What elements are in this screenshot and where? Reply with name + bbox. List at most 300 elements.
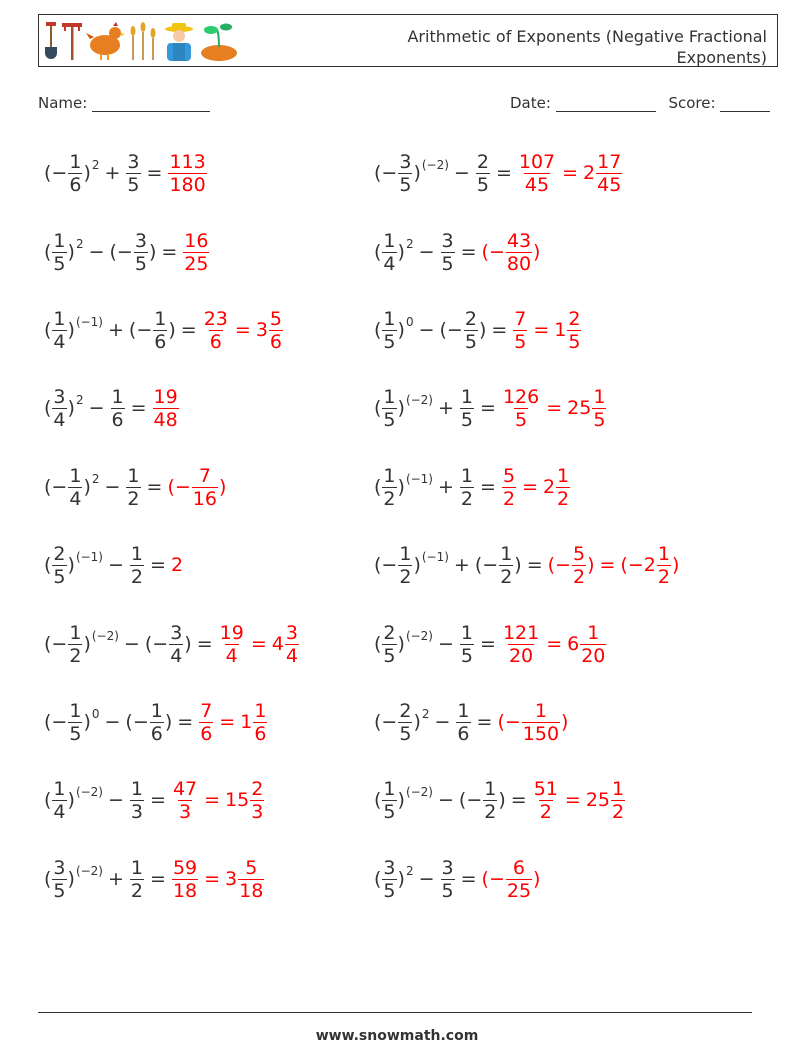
equals-sign: = [480, 476, 496, 498]
paren: ) [533, 868, 541, 890]
fraction [126, 465, 140, 510]
denominator: 5 [53, 252, 66, 275]
equals-sign: = [180, 319, 197, 341]
numerator: 1 [111, 385, 124, 408]
numerator: 1 [130, 777, 144, 800]
fraction [172, 857, 198, 902]
paren: ( [374, 632, 382, 655]
paren: ) [184, 632, 192, 655]
date-blank[interactable] [556, 97, 656, 112]
paren: ( [44, 396, 52, 419]
problem-expression [44, 700, 172, 745]
score-blank[interactable] [720, 97, 770, 112]
number: 25 [585, 789, 610, 811]
numerator: 1 [534, 699, 547, 722]
sign: − [51, 632, 68, 655]
problem-expression [44, 857, 145, 902]
problem-item [44, 614, 300, 674]
fraction [219, 622, 245, 667]
exponent: (−2) [91, 628, 119, 643]
operator: + [104, 161, 121, 184]
wheat-icon [127, 21, 159, 65]
sign: − [174, 476, 191, 498]
denominator: 5 [441, 879, 454, 902]
operator: − [418, 240, 435, 263]
paren: ( [44, 632, 52, 655]
numerator: 1 [460, 621, 474, 644]
numerator: 1 [383, 777, 396, 800]
denominator: 48 [153, 408, 178, 431]
paren: ( [374, 553, 382, 576]
operator: − [438, 632, 454, 655]
fraction [68, 465, 82, 510]
equals-sign: = [177, 711, 194, 733]
denominator: 45 [524, 173, 550, 196]
fraction [52, 543, 66, 588]
fraction [657, 543, 671, 588]
denominator: 45 [597, 173, 622, 196]
problem-answer [501, 386, 607, 431]
sign: − [51, 475, 68, 498]
fraction [130, 778, 144, 823]
denominator: 5 [514, 330, 527, 353]
problem-answer [497, 700, 568, 745]
numerator: 121 [502, 621, 540, 644]
fraction [464, 308, 478, 353]
problem-answer [171, 857, 265, 902]
operator: − [108, 788, 124, 811]
problem-item [44, 770, 265, 830]
exponent: (−2) [405, 628, 433, 643]
denominator: 5 [134, 252, 147, 275]
sign: − [627, 554, 644, 576]
numerator: 1 [69, 464, 82, 487]
fraction [499, 543, 513, 588]
denominator: 5 [399, 722, 412, 745]
fraction [572, 543, 586, 588]
fraction [199, 700, 213, 745]
paren: ) [218, 476, 227, 498]
numerator: 5 [572, 542, 586, 565]
exponent: 0 [91, 706, 100, 721]
fraction [52, 308, 66, 353]
exponent: (−2) [405, 784, 433, 799]
numerator: 6 [512, 856, 525, 879]
name-blank[interactable] [92, 97, 210, 112]
denominator: 4 [225, 644, 238, 667]
numerator: 3 [399, 150, 412, 173]
exponent: 2 [405, 863, 414, 878]
denominator: 2 [500, 565, 513, 588]
number: 2 [583, 162, 596, 184]
fraction [150, 700, 164, 745]
rake-icon [61, 21, 83, 65]
problem-answer [501, 465, 571, 510]
paren: ) [83, 161, 91, 184]
problem-item [374, 849, 540, 909]
sprout-icon [199, 21, 239, 65]
paren: ( [44, 318, 52, 341]
numerator: 1 [612, 777, 625, 800]
numerator: 3 [53, 385, 66, 408]
paren: ( [144, 632, 153, 655]
numerator: 3 [134, 229, 147, 252]
denominator: 80 [506, 252, 532, 275]
problem-item [44, 692, 268, 752]
denominator: 5 [460, 644, 474, 667]
paren: ( [374, 396, 382, 419]
sign: − [132, 710, 149, 733]
equals-sign: = [480, 397, 496, 419]
paren: ) [67, 788, 75, 811]
paren: ) [67, 396, 75, 419]
numerator: 1 [130, 856, 144, 879]
equals-sign: = [495, 162, 512, 184]
paren: ( [439, 318, 447, 341]
denominator: 5 [441, 252, 454, 275]
denominator: 6 [200, 722, 213, 745]
denominator: 2 [484, 800, 497, 823]
denominator: 16 [192, 487, 217, 510]
problem-item [44, 143, 208, 203]
denominator: 3 [251, 800, 264, 823]
operator: + [108, 318, 124, 341]
problem-expression [44, 151, 142, 196]
equals-sign: = [460, 868, 477, 890]
equals-sign: = [480, 633, 496, 655]
problem-answer [167, 151, 207, 196]
denominator: 2 [383, 487, 396, 510]
paren: ) [83, 632, 91, 655]
fraction [382, 857, 396, 902]
fraction [522, 700, 560, 745]
paren: ( [125, 710, 133, 733]
fraction [52, 857, 66, 902]
problem-item [44, 535, 183, 595]
numerator: 2 [251, 777, 264, 800]
fraction [460, 622, 474, 667]
paren: ) [164, 710, 173, 733]
fraction [502, 465, 516, 510]
paren: ( [44, 867, 52, 890]
denominator: 2 [130, 879, 144, 902]
denominator: 6 [209, 330, 222, 353]
exponent: 2 [405, 236, 414, 251]
equals-sign: = [150, 789, 166, 811]
numerator: 3 [383, 856, 396, 879]
denominator: 5 [69, 722, 82, 745]
operator: + [438, 396, 454, 419]
sign: − [446, 318, 463, 341]
equals-sign: = [150, 554, 166, 576]
problem-item [374, 143, 623, 203]
paren: ) [478, 318, 487, 341]
paren: ) [533, 241, 541, 263]
problem-item [44, 849, 265, 909]
problem-item [374, 614, 607, 674]
numerator: 5 [269, 307, 282, 330]
denominator: 2 [69, 644, 82, 667]
equals-sign: = [146, 162, 163, 184]
number: 2 [542, 476, 556, 498]
operator: = [599, 554, 616, 576]
denominator: 2 [557, 487, 570, 510]
sign: − [488, 241, 505, 263]
sign: − [51, 710, 68, 733]
sign: − [381, 710, 398, 733]
denominator: 6 [150, 722, 163, 745]
sign: − [488, 868, 505, 890]
fraction [153, 386, 179, 431]
spade-icon [43, 21, 59, 65]
denominator: 5 [399, 173, 412, 196]
paren: ( [167, 476, 175, 498]
numerator: 1 [69, 150, 82, 173]
paren: ) [397, 867, 405, 890]
numerator: 2 [399, 699, 412, 722]
fraction [52, 386, 66, 431]
denominator: 6 [111, 408, 124, 431]
operator: = [533, 319, 550, 341]
paren: ) [67, 240, 75, 263]
paren: ) [67, 318, 75, 341]
numerator: 43 [506, 229, 532, 252]
problem-expression [374, 230, 456, 275]
denominator: 2 [399, 565, 412, 588]
problem-item [374, 300, 582, 360]
problem-expression [44, 308, 176, 353]
numerator: 2 [464, 307, 477, 330]
operator: = [522, 476, 538, 498]
fraction [172, 778, 198, 823]
header-icons [43, 21, 239, 65]
operator: = [250, 633, 267, 655]
numerator: 1 [399, 542, 412, 565]
exponent: 2 [91, 157, 100, 172]
paren: ) [83, 710, 91, 733]
paren: ) [413, 553, 421, 576]
problem-expression [374, 857, 456, 902]
numerator: 1 [150, 699, 163, 722]
paren: ( [497, 711, 505, 733]
operator: − [104, 475, 121, 498]
fraction [592, 386, 606, 431]
denominator: 6 [154, 330, 167, 353]
hen-icon [85, 21, 125, 65]
fraction [382, 778, 396, 823]
numerator: 7 [200, 699, 213, 722]
numerator: 5 [502, 464, 516, 487]
operator: = [562, 162, 579, 184]
fraction [398, 151, 412, 196]
equals-sign: = [526, 554, 543, 576]
fraction [52, 778, 66, 823]
numerator: 19 [219, 621, 244, 644]
numerator: 1 [154, 307, 167, 330]
numerator: 1 [383, 385, 396, 408]
number: 1 [240, 711, 253, 733]
fraction [382, 308, 396, 353]
fraction [398, 700, 412, 745]
denominator: 3 [178, 800, 192, 823]
exponent: 2 [91, 471, 100, 486]
denominator: 5 [383, 408, 396, 431]
fraction [502, 622, 540, 667]
equals-sign: = [146, 476, 163, 498]
sign: − [555, 554, 571, 576]
denominator: 5 [127, 173, 140, 196]
operator: − [418, 867, 435, 890]
paren: ( [481, 868, 489, 890]
fraction [556, 465, 570, 510]
equals-sign: = [161, 241, 178, 263]
number: 2 [643, 554, 656, 576]
numerator: 1 [657, 542, 670, 565]
number: 15 [225, 789, 250, 811]
problem-answer [482, 230, 541, 275]
paren: ( [481, 241, 489, 263]
numerator: 7 [514, 307, 527, 330]
denominator: 5 [568, 330, 581, 353]
operator: − [88, 396, 105, 419]
denominator: 6 [254, 722, 267, 745]
fraction [611, 778, 625, 823]
denominator: 5 [383, 879, 396, 902]
fraction [483, 778, 497, 823]
numerator: 2 [476, 150, 489, 173]
equals-sign: = [150, 868, 166, 890]
numerator: 3 [285, 621, 298, 644]
paren: ( [374, 161, 382, 184]
fraction [134, 230, 148, 275]
sign: − [51, 161, 68, 184]
denominator: 4 [69, 487, 82, 510]
denominator: 5 [53, 879, 66, 902]
numerator: 16 [184, 229, 209, 252]
paren: ( [620, 554, 628, 576]
problem-expression [374, 465, 475, 510]
fraction [130, 543, 144, 588]
sign: − [136, 318, 153, 341]
footer-url: www.snowmath.com [315, 1028, 479, 1044]
numerator: 3 [127, 150, 140, 173]
numerator: 51 [533, 777, 558, 800]
numerator: 1 [593, 385, 606, 408]
page-title: Arithmetic of Exponents (Negative Fractional Exponents) [407, 27, 767, 67]
numerator: 3 [53, 856, 66, 879]
sign: − [381, 553, 398, 576]
operator: − [88, 240, 105, 263]
problem-answer [482, 857, 541, 902]
numerator: 47 [172, 777, 198, 800]
paren: ) [83, 475, 91, 498]
fraction [580, 622, 606, 667]
exponent: 2 [75, 392, 84, 407]
denominator: 5 [53, 565, 66, 588]
operator: − [108, 553, 124, 576]
fraction [382, 622, 396, 667]
number: 4 [271, 633, 284, 655]
exponent: (−2) [75, 863, 103, 878]
denominator: 150 [522, 722, 560, 745]
exponent: 2 [75, 236, 84, 251]
denominator: 2 [539, 800, 552, 823]
fraction [238, 857, 264, 902]
paren: ( [44, 161, 52, 184]
problem-answer [512, 308, 582, 353]
fraction [192, 465, 218, 510]
denominator: 3 [130, 800, 144, 823]
paren: ) [587, 554, 595, 576]
fraction [183, 230, 209, 275]
exponent: (−1) [405, 471, 433, 486]
denominator: 2 [130, 565, 144, 588]
paren: ) [67, 553, 75, 576]
numerator: 1 [460, 385, 474, 408]
number: 1 [554, 319, 567, 341]
fraction [126, 151, 140, 196]
operator: = [564, 789, 581, 811]
numerator: 1 [460, 464, 474, 487]
fraction [506, 230, 532, 275]
paren: ( [128, 318, 137, 341]
denominator: 2 [502, 487, 516, 510]
exponent: (−2) [421, 157, 449, 172]
fraction [153, 308, 167, 353]
fraction [382, 230, 396, 275]
denominator: 5 [464, 330, 477, 353]
numerator: 1 [457, 699, 470, 722]
paren: ( [44, 788, 52, 811]
exponent: 2 [421, 706, 430, 721]
paren: ( [44, 475, 52, 498]
fraction [52, 230, 66, 275]
fraction [533, 778, 559, 823]
fraction [285, 622, 299, 667]
sign: − [381, 161, 398, 184]
denominator: 5 [383, 644, 396, 667]
paren: ) [671, 554, 680, 576]
problem-expression [374, 151, 491, 196]
equals-sign: = [491, 319, 508, 341]
equals-sign: = [196, 633, 213, 655]
denominator: 6 [457, 722, 470, 745]
numerator: 23 [203, 307, 228, 330]
denominator: 5 [515, 408, 528, 431]
fraction [203, 308, 229, 353]
exponent: (−2) [75, 784, 103, 799]
paren: ) [168, 318, 176, 341]
numerator: 3 [441, 856, 454, 879]
numerator: 59 [172, 856, 198, 879]
operator: − [438, 788, 454, 811]
problem-expression [44, 465, 142, 510]
exponent: (−1) [421, 549, 449, 564]
problem-answer [182, 230, 210, 275]
paren: ( [374, 867, 382, 890]
paren: ) [397, 396, 405, 419]
denominator: 25 [184, 252, 209, 275]
exponent: 0 [405, 314, 414, 329]
paren: ( [474, 553, 483, 576]
denominator: 6 [269, 330, 282, 353]
numerator: 1 [587, 621, 600, 644]
fraction [68, 622, 82, 667]
denominator: 2 [572, 565, 586, 588]
fraction [506, 857, 532, 902]
paren: ( [374, 240, 382, 263]
fraction [398, 543, 412, 588]
